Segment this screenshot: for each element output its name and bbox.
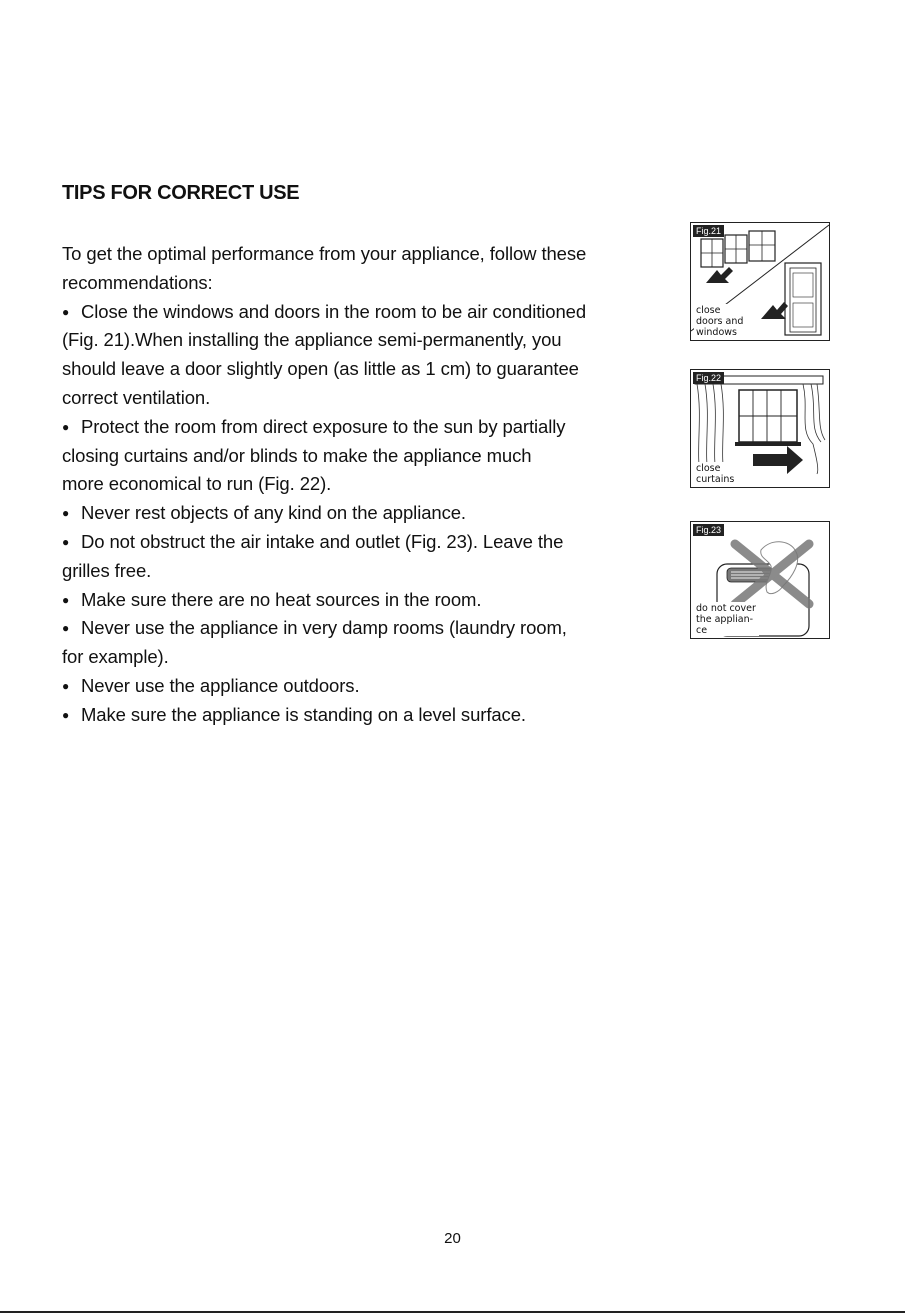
section-heading: TIPS FOR CORRECT USE bbox=[62, 182, 300, 204]
text-line bbox=[62, 528, 672, 557]
figure-23 bbox=[690, 521, 830, 639]
line-text: Never use the appliance outdoors. bbox=[81, 674, 360, 696]
caption-line: do not cover bbox=[696, 603, 756, 614]
figure-caption bbox=[694, 462, 737, 485]
line-text: closing curtains and/or blinds to make the appliance much bbox=[62, 444, 532, 466]
text-line bbox=[62, 701, 672, 730]
line-text: grilles free. bbox=[62, 559, 152, 581]
bullet-icon: ● bbox=[62, 678, 70, 693]
page-bottom-rule bbox=[0, 1311, 905, 1313]
text-line bbox=[62, 557, 672, 586]
figure-tag: Fig.22 bbox=[693, 372, 724, 384]
text-line bbox=[62, 499, 672, 528]
text-line bbox=[62, 240, 672, 269]
bullet-icon: ● bbox=[62, 534, 70, 549]
figure-caption bbox=[694, 304, 746, 338]
caption-line: ce bbox=[696, 625, 708, 636]
text-line bbox=[62, 672, 672, 701]
line-text: Make sure there are no heat sources in the room. bbox=[81, 588, 482, 610]
bullet-icon: ● bbox=[62, 506, 70, 521]
text-line bbox=[62, 355, 672, 384]
bullet-icon: ● bbox=[62, 304, 70, 319]
line-text: Never rest objects of any kind on the appliance. bbox=[81, 502, 466, 524]
line-text: recommendations: bbox=[62, 271, 213, 293]
bullet-icon: ● bbox=[62, 707, 70, 722]
line-text: Never use the appliance in very damp rooms (laundry room, bbox=[81, 617, 567, 639]
caption-line: close bbox=[696, 463, 721, 474]
caption-line: the applian- bbox=[696, 614, 754, 625]
figure-caption bbox=[694, 602, 759, 636]
page-number: 20 bbox=[444, 1230, 461, 1247]
text-line bbox=[62, 413, 672, 442]
line-text: should leave a door slightly open (as little as 1 cm) to guarantee bbox=[62, 358, 579, 380]
text-line bbox=[62, 470, 672, 499]
text-line bbox=[62, 442, 672, 471]
text-line bbox=[62, 384, 672, 413]
line-text: Make sure the appliance is standing on a level surface. bbox=[81, 703, 526, 725]
caption-line: curtains bbox=[696, 474, 735, 485]
text-line bbox=[62, 298, 672, 327]
figure-21 bbox=[690, 222, 830, 341]
caption-line: doors and bbox=[696, 316, 744, 327]
text-line bbox=[62, 326, 672, 355]
caption-line: windows bbox=[696, 327, 737, 338]
instructions-body bbox=[62, 240, 672, 730]
bullet-icon: ● bbox=[62, 621, 70, 636]
line-text: Do not obstruct the air intake and outlet (Fig. 23). Leave the bbox=[81, 530, 564, 552]
text-line bbox=[62, 269, 672, 298]
line-text: Protect the room from direct exposure to the sun by partially bbox=[81, 415, 566, 437]
figure-tag: Fig.23 bbox=[693, 524, 724, 536]
text-line bbox=[62, 586, 672, 615]
caption-line: close bbox=[696, 305, 721, 316]
text-line bbox=[62, 643, 672, 672]
line-text: To get the optimal performance from your appliance, follow these bbox=[62, 243, 587, 264]
bullet-icon: ● bbox=[62, 592, 70, 607]
line-text: Close the windows and doors in the room to be air conditioned bbox=[81, 300, 587, 322]
line-text: for example). bbox=[62, 646, 169, 668]
line-text: more economical to run (Fig. 22). bbox=[62, 473, 332, 495]
line-text: (Fig. 21).When installing the appliance semi-permanently, you bbox=[62, 329, 562, 351]
line-text: correct ventilation. bbox=[62, 386, 211, 408]
figure-22 bbox=[690, 369, 830, 488]
bullet-icon: ● bbox=[62, 419, 70, 434]
figure-tag: Fig.21 bbox=[693, 225, 724, 237]
text-line bbox=[62, 614, 672, 643]
